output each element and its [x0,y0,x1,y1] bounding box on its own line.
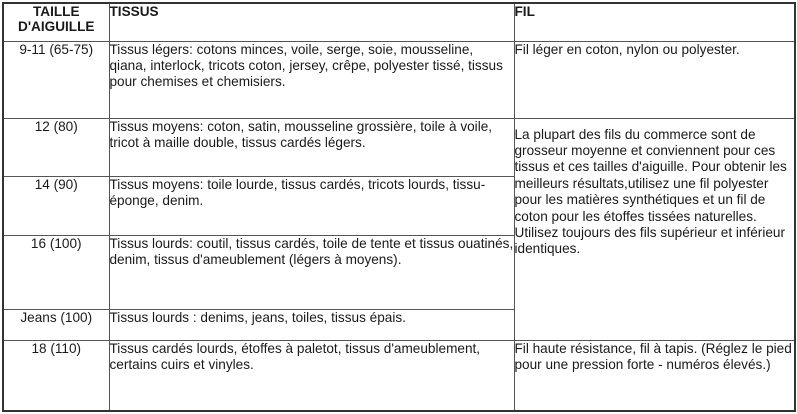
header-needle-size [3,3,109,41]
needle-size-cell: 14 (90) [3,176,109,235]
merged-thread-cell: La plupart des fils du commerce sont de grosseur moyenne et conviennent pour ces tissus et ces tailles d'aiguille. Pour obtenir les meilleurs résultats,utilisez une fil polyester pour les matières synthétiques et un fil de coton pour les étoffes tissées naturelles. Utilisez toujours des fils supérieur et inférieur identiques. [514,118,795,340]
needle-size-cell: 12 (80) [3,118,109,176]
header-row [3,3,795,41]
table-row [3,41,795,118]
needle-size-cell: Jeans (100) [3,309,109,340]
header-fabric: TISSUS [109,3,514,41]
thread-cell: Fil haute résistance, fil à tapis. (Réglez le pied pour une pression forte - numéros élevés.) [514,340,795,411]
header-size-line2: D'AIGUILLE [18,19,95,34]
table-row [3,340,795,411]
fabric-cell: Tissus lourds: coutil, tissus cardés, toile de tente et tissus ouatinés, denim, tissus d'ameublement (légers à moyens). [109,235,514,309]
fabric-cell: Tissus lourds : denims, jeans, toiles, tissus épais. [109,309,514,340]
table-row [3,118,795,176]
fabric-cell: Tissus légers: cotons minces, voile, serge, soie, mousseline, qiana, interlock, tricots coton, jersey, crêpe, polyester tissé, tissus pour chemises et chemisiers. [109,41,514,118]
fabric-cell: Tissus cardés lourds, étoffes à paletot, tissus d'ameublement, certains cuirs et vinyles. [109,340,514,411]
needle-size-cell: 16 (100) [3,235,109,309]
needle-size-cell: 9-11 (65-75) [3,41,109,118]
thread-cell: Fil léger en coton, nylon ou polyester. [514,41,795,118]
header-size-line1: TAILLE [32,4,80,19]
needle-fabric-thread-table [2,2,796,412]
needle-size-cell: 18 (110) [3,340,109,411]
header-thread: FIL [514,3,795,41]
fabric-cell: Tissus moyens: coton, satin, mousseline grossière, toile à voile, tricot à maille double, tissus cardés légers. [109,118,514,176]
fabric-cell: Tissus moyens: toile lourde, tissus cardés, tricots lourds, tissu-éponge, denim. [109,176,514,235]
needle-fabric-thread-table-container [2,2,794,410]
